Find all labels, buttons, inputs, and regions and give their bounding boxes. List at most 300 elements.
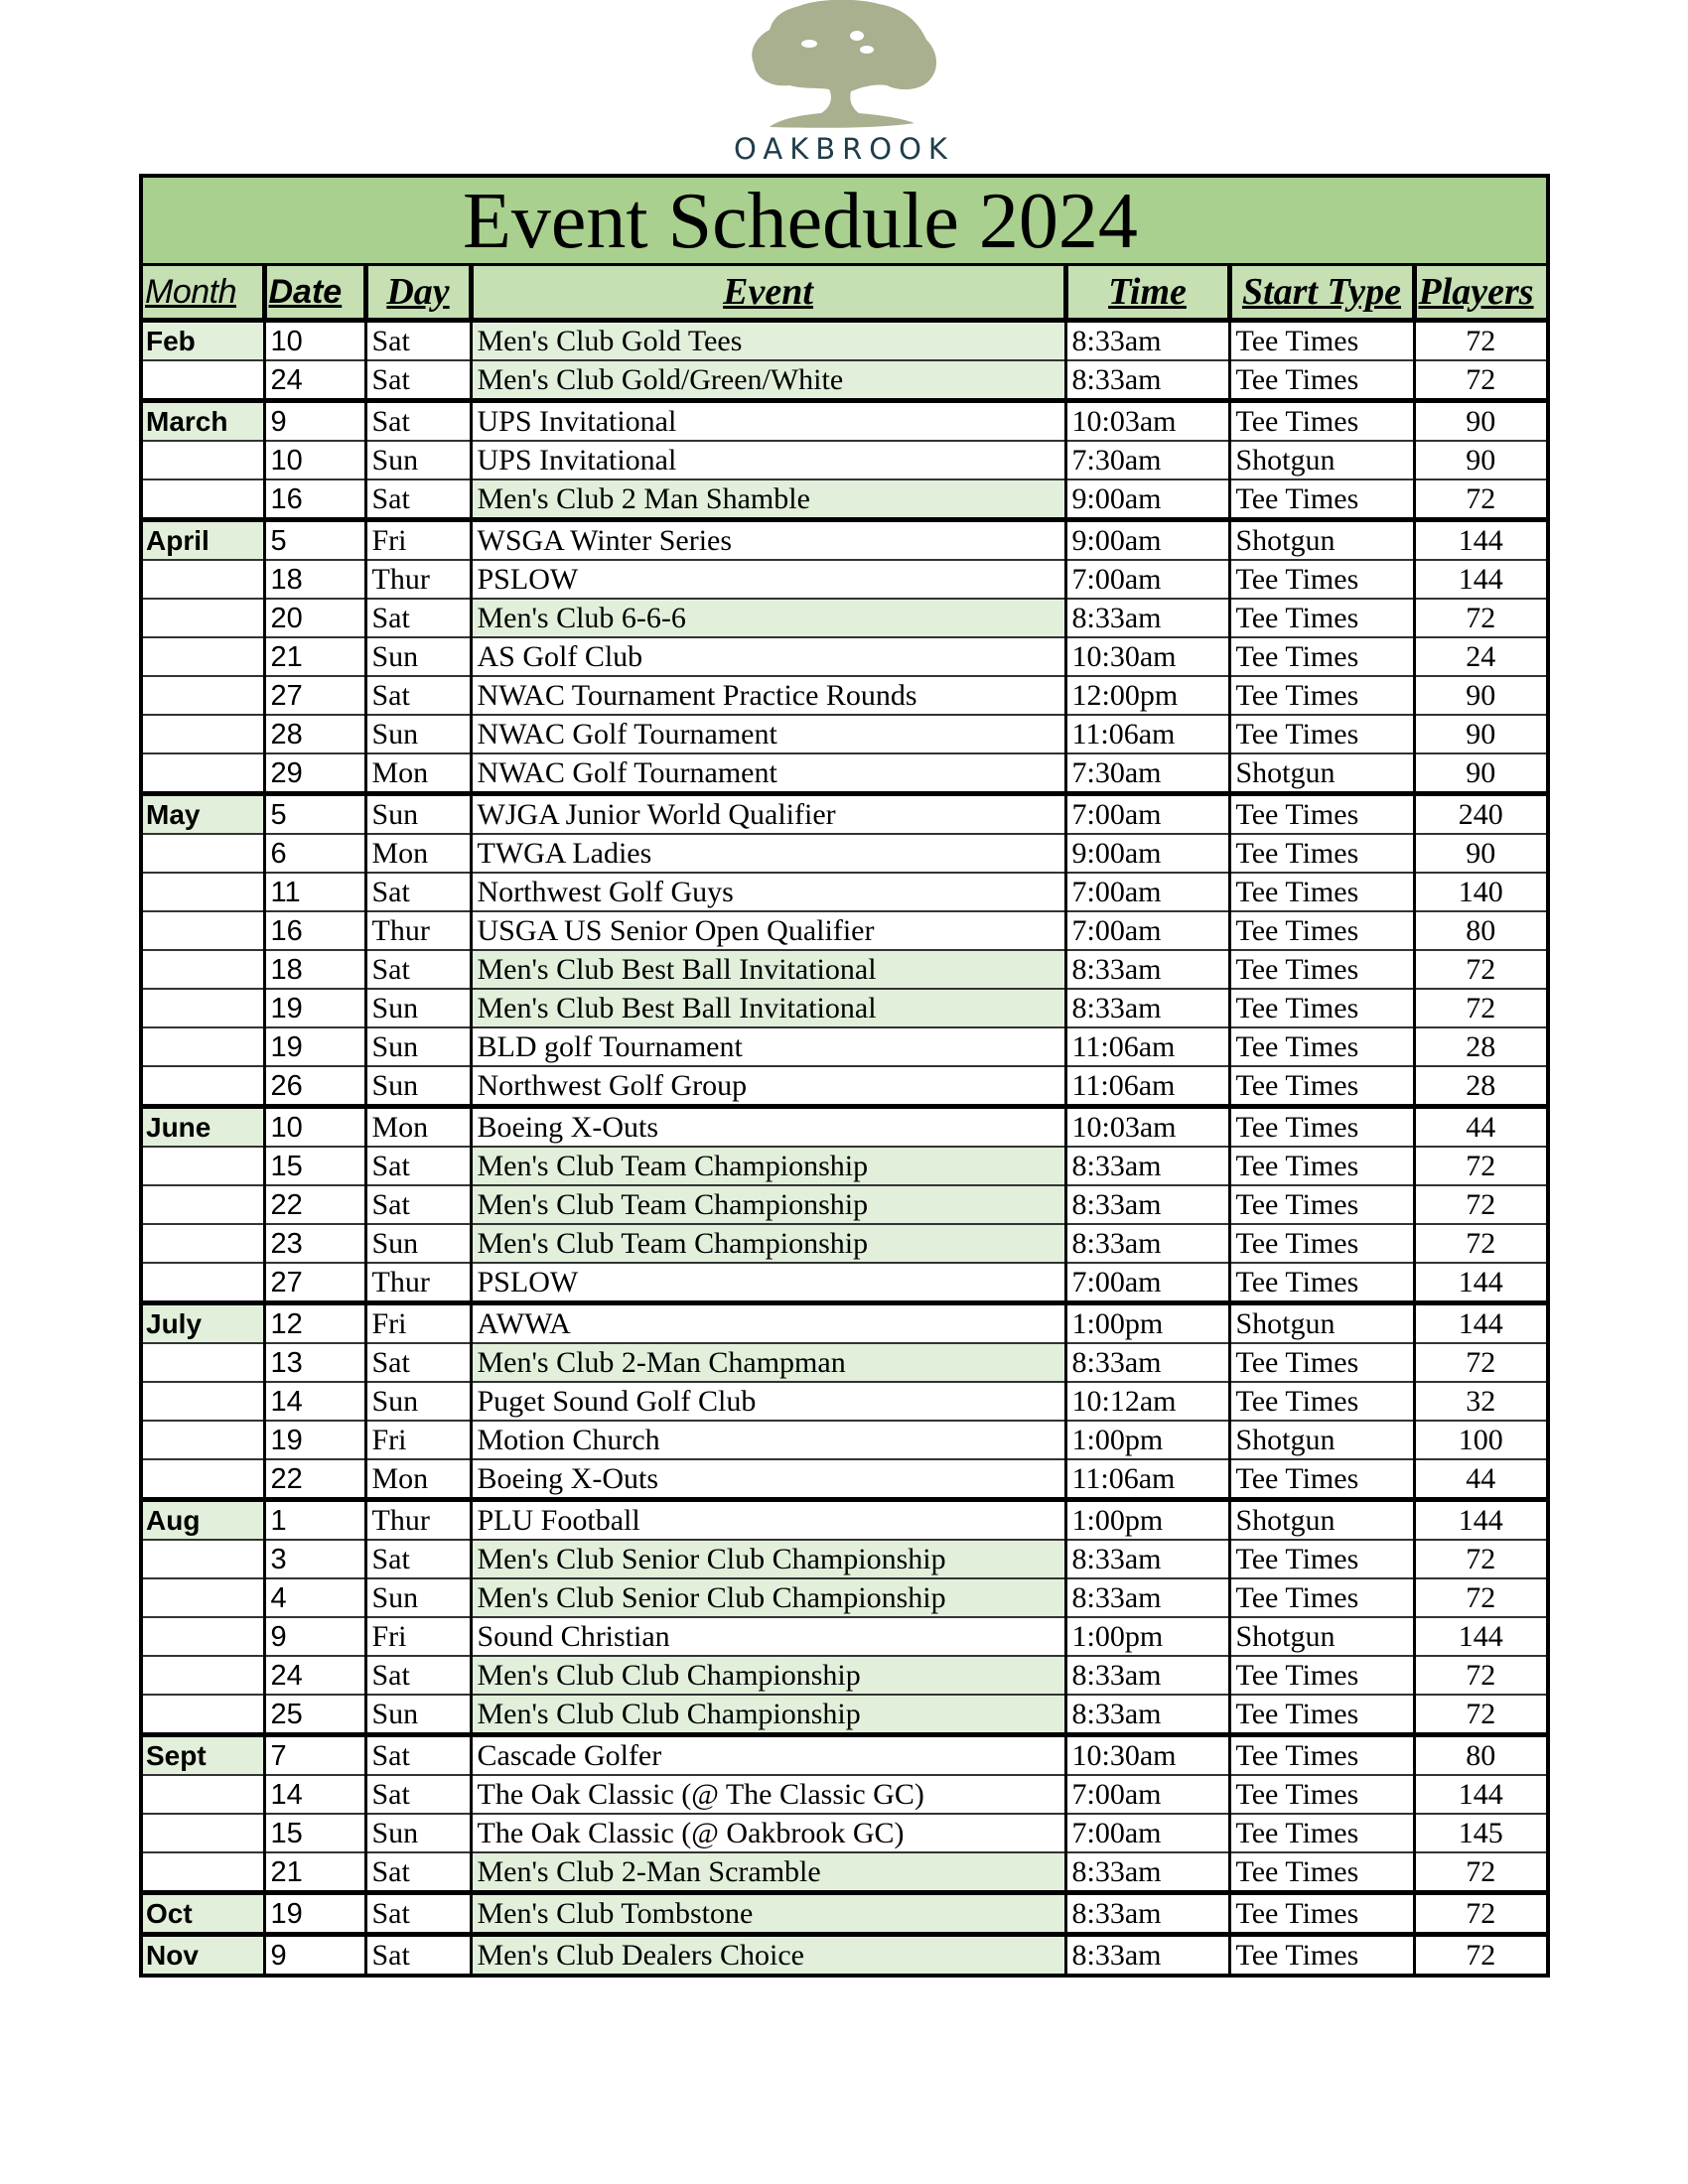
table-row xyxy=(143,1893,1546,1935)
table-cell-day: Sun xyxy=(365,794,471,835)
table-cell-players: 72 xyxy=(1414,1224,1546,1263)
table-cell-start-type: Tee Times xyxy=(1229,1263,1414,1303)
table-cell-time: 1:00pm xyxy=(1065,1617,1229,1656)
table-cell-time: 11:06am xyxy=(1065,1027,1229,1066)
table-cell-date: 21 xyxy=(264,1852,365,1893)
table-cell-date: 15 xyxy=(264,1147,365,1185)
table-cell-time: 7:00am xyxy=(1065,1263,1229,1303)
table-cell-day: Fri xyxy=(365,1617,471,1656)
table-cell-players: 100 xyxy=(1414,1421,1546,1459)
table-row xyxy=(143,1343,1546,1382)
column-header-start-type: Start Type xyxy=(1229,266,1414,321)
table-cell-month xyxy=(143,1343,264,1382)
table-row xyxy=(143,1382,1546,1421)
table-cell-players: 28 xyxy=(1414,1066,1546,1107)
table-row xyxy=(143,401,1546,442)
table-cell-event: Sound Christian xyxy=(471,1617,1065,1656)
table-cell-month xyxy=(143,560,264,599)
table-cell-day: Sat xyxy=(365,1852,471,1893)
table-cell-event: TWGA Ladies xyxy=(471,834,1065,873)
table-cell-start-type: Tee Times xyxy=(1229,1224,1414,1263)
table-cell-event: WSGA Winter Series xyxy=(471,520,1065,561)
table-cell-event: Men's Club Tombstone xyxy=(471,1893,1065,1935)
table-row xyxy=(143,676,1546,715)
table-cell-players: 90 xyxy=(1414,715,1546,753)
header-row xyxy=(143,266,1546,321)
table-cell-start-type: Shotgun xyxy=(1229,753,1414,794)
table-cell-players: 72 xyxy=(1414,1578,1546,1617)
table-cell-date: 14 xyxy=(264,1382,365,1421)
column-header-month: Month xyxy=(143,266,264,321)
table-cell-time: 8:33am xyxy=(1065,1935,1229,1975)
table-row xyxy=(143,1224,1546,1263)
table-cell-month: Sept xyxy=(143,1735,264,1776)
table-cell-start-type: Tee Times xyxy=(1229,1540,1414,1578)
table-cell-players: 72 xyxy=(1414,1343,1546,1382)
column-header-date: Date xyxy=(264,266,365,321)
table-cell-event: Men's Club Team Championship xyxy=(471,1224,1065,1263)
table-cell-date: 9 xyxy=(264,1617,365,1656)
table-cell-start-type: Tee Times xyxy=(1229,1147,1414,1185)
table-cell-day: Sun xyxy=(365,1066,471,1107)
table-cell-date: 21 xyxy=(264,637,365,676)
table-row xyxy=(143,1540,1546,1578)
table-cell-players: 90 xyxy=(1414,676,1546,715)
table-cell-date: 6 xyxy=(264,834,365,873)
table-row xyxy=(143,911,1546,950)
table-cell-month: Aug xyxy=(143,1500,264,1541)
table-cell-start-type: Tee Times xyxy=(1229,599,1414,637)
table-cell-players: 72 xyxy=(1414,321,1546,361)
table-row xyxy=(143,599,1546,637)
table-cell-day: Sat xyxy=(365,1147,471,1185)
table-cell-time: 7:00am xyxy=(1065,794,1229,835)
table-cell-date: 4 xyxy=(264,1578,365,1617)
table-cell-event: Men's Club 2-Man Champman xyxy=(471,1343,1065,1382)
table-cell-day: Sun xyxy=(365,989,471,1027)
table-cell-month xyxy=(143,1459,264,1500)
table-cell-time: 8:33am xyxy=(1065,599,1229,637)
table-cell-day: Sat xyxy=(365,1185,471,1224)
table-cell-day: Thur xyxy=(365,1500,471,1541)
table-cell-day: Sat xyxy=(365,321,471,361)
table-row xyxy=(143,950,1546,989)
table-row xyxy=(143,1775,1546,1814)
table-cell-event: Men's Club Best Ball Invitational xyxy=(471,989,1065,1027)
table-cell-month xyxy=(143,637,264,676)
table-cell-date: 19 xyxy=(264,1421,365,1459)
column-header-event: Event xyxy=(471,266,1065,321)
table-cell-time: 10:03am xyxy=(1065,1107,1229,1148)
column-header-day: Day xyxy=(365,266,471,321)
table-cell-date: 24 xyxy=(264,1656,365,1695)
table-cell-day: Mon xyxy=(365,1459,471,1500)
table-row xyxy=(143,1185,1546,1224)
table-cell-date: 9 xyxy=(264,401,365,442)
table-cell-event: Men's Club Gold/Green/White xyxy=(471,360,1065,401)
table-cell-month xyxy=(143,834,264,873)
table-row xyxy=(143,1656,1546,1695)
table-cell-start-type: Tee Times xyxy=(1229,911,1414,950)
table-cell-players: 72 xyxy=(1414,1852,1546,1893)
table-cell-players: 80 xyxy=(1414,911,1546,950)
table-cell-date: 9 xyxy=(264,1935,365,1975)
table-cell-day: Sat xyxy=(365,360,471,401)
table-cell-time: 8:33am xyxy=(1065,1343,1229,1382)
table-cell-players: 80 xyxy=(1414,1735,1546,1776)
table-cell-start-type: Tee Times xyxy=(1229,989,1414,1027)
table-cell-start-type: Tee Times xyxy=(1229,1027,1414,1066)
table-cell-date: 10 xyxy=(264,321,365,361)
table-cell-event: Men's Club Gold Tees xyxy=(471,321,1065,361)
table-cell-day: Sun xyxy=(365,1814,471,1852)
table-row xyxy=(143,1066,1546,1107)
table-cell-date: 22 xyxy=(264,1185,365,1224)
table-cell-day: Sun xyxy=(365,715,471,753)
table-cell-players: 144 xyxy=(1414,1775,1546,1814)
table-cell-time: 7:00am xyxy=(1065,911,1229,950)
table-row xyxy=(143,1735,1546,1776)
table-cell-start-type: Tee Times xyxy=(1229,1656,1414,1695)
table-cell-date: 15 xyxy=(264,1814,365,1852)
table-cell-day: Sun xyxy=(365,1578,471,1617)
table-cell-start-type: Tee Times xyxy=(1229,401,1414,442)
table-cell-players: 72 xyxy=(1414,360,1546,401)
table-cell-date: 10 xyxy=(264,441,365,479)
table-cell-players: 44 xyxy=(1414,1459,1546,1500)
table-row xyxy=(143,1814,1546,1852)
table-cell-start-type: Tee Times xyxy=(1229,1343,1414,1382)
table-cell-time: 7:00am xyxy=(1065,873,1229,911)
table-row xyxy=(143,637,1546,676)
table-row xyxy=(143,560,1546,599)
table-cell-event: Men's Club 6-6-6 xyxy=(471,599,1065,637)
table-cell-time: 10:03am xyxy=(1065,401,1229,442)
table-cell-day: Sun xyxy=(365,637,471,676)
table-cell-start-type: Tee Times xyxy=(1229,950,1414,989)
table-cell-time: 12:00pm xyxy=(1065,676,1229,715)
table-row xyxy=(143,1500,1546,1541)
table-cell-players: 72 xyxy=(1414,1147,1546,1185)
table-cell-date: 14 xyxy=(264,1775,365,1814)
table-cell-players: 144 xyxy=(1414,1263,1546,1303)
logo-text: OAKBROOK xyxy=(734,132,954,166)
table-cell-start-type: Tee Times xyxy=(1229,1852,1414,1893)
table-row xyxy=(143,989,1546,1027)
table-cell-month xyxy=(143,1382,264,1421)
table-cell-start-type: Tee Times xyxy=(1229,1382,1414,1421)
table-cell-event: UPS Invitational xyxy=(471,401,1065,442)
table-cell-start-type: Tee Times xyxy=(1229,834,1414,873)
table-cell-start-type: Shotgun xyxy=(1229,441,1414,479)
table-cell-month xyxy=(143,360,264,401)
table-cell-month xyxy=(143,1775,264,1814)
table-row xyxy=(143,753,1546,794)
table-cell-players: 28 xyxy=(1414,1027,1546,1066)
table-cell-event: PLU Football xyxy=(471,1500,1065,1541)
table-cell-day: Sat xyxy=(365,873,471,911)
table-cell-time: 10:30am xyxy=(1065,637,1229,676)
table-cell-start-type: Tee Times xyxy=(1229,1107,1414,1148)
table-cell-date: 18 xyxy=(264,560,365,599)
table-cell-start-type: Tee Times xyxy=(1229,1185,1414,1224)
table-cell-event: PSLOW xyxy=(471,560,1065,599)
table-cell-date: 25 xyxy=(264,1695,365,1735)
table-cell-date: 16 xyxy=(264,479,365,520)
table-cell-start-type: Tee Times xyxy=(1229,1578,1414,1617)
table-cell-month xyxy=(143,873,264,911)
table-cell-start-type: Tee Times xyxy=(1229,1695,1414,1735)
table-cell-month: Feb xyxy=(143,321,264,361)
table-cell-date: 26 xyxy=(264,1066,365,1107)
table-cell-date: 22 xyxy=(264,1459,365,1500)
table-cell-event: Men's Club Senior Club Championship xyxy=(471,1540,1065,1578)
table-cell-time: 7:00am xyxy=(1065,1814,1229,1852)
table-cell-date: 3 xyxy=(264,1540,365,1578)
table-cell-event: Men's Club 2 Man Shamble xyxy=(471,479,1065,520)
table-row xyxy=(143,1695,1546,1735)
table-cell-event: Northwest Golf Group xyxy=(471,1066,1065,1107)
table-cell-players: 72 xyxy=(1414,479,1546,520)
table-cell-month xyxy=(143,715,264,753)
table-cell-start-type: Tee Times xyxy=(1229,637,1414,676)
table-cell-date: 19 xyxy=(264,1027,365,1066)
table-cell-players: 240 xyxy=(1414,794,1546,835)
table-cell-event: Boeing X-Outs xyxy=(471,1459,1065,1500)
table-row xyxy=(143,1303,1546,1344)
table-cell-time: 9:00am xyxy=(1065,834,1229,873)
table-cell-day: Sat xyxy=(365,676,471,715)
table-row xyxy=(143,360,1546,401)
table-cell-event: WJGA Junior World Qualifier xyxy=(471,794,1065,835)
table-cell-start-type: Shotgun xyxy=(1229,1500,1414,1541)
table-cell-month xyxy=(143,479,264,520)
table-cell-day: Sun xyxy=(365,1027,471,1066)
table-cell-time: 9:00am xyxy=(1065,479,1229,520)
table-cell-start-type: Tee Times xyxy=(1229,715,1414,753)
table-cell-month xyxy=(143,1224,264,1263)
table-cell-event: UPS Invitational xyxy=(471,441,1065,479)
table-cell-month xyxy=(143,1540,264,1578)
table-cell-time: 1:00pm xyxy=(1065,1303,1229,1344)
oakbrook-logo xyxy=(695,0,993,169)
table-cell-players: 144 xyxy=(1414,560,1546,599)
table-cell-day: Mon xyxy=(365,834,471,873)
table-cell-start-type: Tee Times xyxy=(1229,560,1414,599)
table-row xyxy=(143,1027,1546,1066)
table-cell-event: Boeing X-Outs xyxy=(471,1107,1065,1148)
table-cell-month xyxy=(143,1027,264,1066)
table-cell-day: Sun xyxy=(365,441,471,479)
table-cell-players: 72 xyxy=(1414,950,1546,989)
table-cell-event: Motion Church xyxy=(471,1421,1065,1459)
table-cell-day: Sat xyxy=(365,1935,471,1975)
table-cell-month: April xyxy=(143,520,264,561)
column-header-time: Time xyxy=(1065,266,1229,321)
table-cell-date: 23 xyxy=(264,1224,365,1263)
table-cell-date: 20 xyxy=(264,599,365,637)
table-row xyxy=(143,1617,1546,1656)
table-cell-date: 13 xyxy=(264,1343,365,1382)
table-cell-day: Sat xyxy=(365,1893,471,1935)
table-cell-start-type: Tee Times xyxy=(1229,794,1414,835)
table-cell-day: Sat xyxy=(365,1343,471,1382)
table-cell-players: 72 xyxy=(1414,599,1546,637)
table-cell-start-type: Tee Times xyxy=(1229,1814,1414,1852)
table-cell-start-type: Tee Times xyxy=(1229,1735,1414,1776)
table-cell-event: Men's Club Club Championship xyxy=(471,1656,1065,1695)
table-cell-time: 8:33am xyxy=(1065,1656,1229,1695)
table-cell-date: 5 xyxy=(264,520,365,561)
table-cell-event: Men's Club Team Championship xyxy=(471,1185,1065,1224)
table-cell-day: Sat xyxy=(365,1735,471,1776)
table-cell-day: Sat xyxy=(365,1775,471,1814)
table-cell-players: 72 xyxy=(1414,1893,1546,1935)
table-cell-event: The Oak Classic (@ The Classic GC) xyxy=(471,1775,1065,1814)
table-cell-start-type: Tee Times xyxy=(1229,1066,1414,1107)
table-cell-event: BLD golf Tournament xyxy=(471,1027,1065,1066)
table-cell-event: NWAC Golf Tournament xyxy=(471,715,1065,753)
table-cell-month xyxy=(143,950,264,989)
table-cell-start-type: Tee Times xyxy=(1229,1935,1414,1975)
table-cell-date: 24 xyxy=(264,360,365,401)
table-row xyxy=(143,1421,1546,1459)
table-cell-date: 27 xyxy=(264,676,365,715)
table-cell-date: 19 xyxy=(264,989,365,1027)
table-cell-start-type: Tee Times xyxy=(1229,1775,1414,1814)
table-cell-event: Men's Club Senior Club Championship xyxy=(471,1578,1065,1617)
table-cell-day: Fri xyxy=(365,1303,471,1344)
table-cell-date: 10 xyxy=(264,1107,365,1148)
table-cell-players: 72 xyxy=(1414,1185,1546,1224)
table-cell-players: 144 xyxy=(1414,1500,1546,1541)
table-cell-players: 44 xyxy=(1414,1107,1546,1148)
table-cell-month xyxy=(143,1814,264,1852)
table-cell-players: 72 xyxy=(1414,1695,1546,1735)
table-cell-month xyxy=(143,441,264,479)
table-cell-players: 90 xyxy=(1414,834,1546,873)
table-cell-players: 145 xyxy=(1414,1814,1546,1852)
table-row xyxy=(143,520,1546,561)
table-cell-month xyxy=(143,753,264,794)
table-cell-start-type: Tee Times xyxy=(1229,676,1414,715)
table-cell-day: Sat xyxy=(365,479,471,520)
table-cell-players: 90 xyxy=(1414,401,1546,442)
table-row xyxy=(143,1263,1546,1303)
table-cell-month: June xyxy=(143,1107,264,1148)
table-cell-month xyxy=(143,1421,264,1459)
table-cell-event: NWAC Golf Tournament xyxy=(471,753,1065,794)
table-cell-month xyxy=(143,1852,264,1893)
table-cell-start-type: Shotgun xyxy=(1229,1421,1414,1459)
title-band xyxy=(143,178,1546,266)
table-cell-players: 72 xyxy=(1414,1656,1546,1695)
table-cell-event: The Oak Classic (@ Oakbrook GC) xyxy=(471,1814,1065,1852)
column-header-players: Players xyxy=(1414,266,1546,321)
table-cell-players: 144 xyxy=(1414,1303,1546,1344)
table-cell-month: March xyxy=(143,401,264,442)
table-cell-month xyxy=(143,1695,264,1735)
table-cell-event: Men's Club Best Ball Invitational xyxy=(471,950,1065,989)
table-cell-start-type: Shotgun xyxy=(1229,520,1414,561)
table-cell-day: Fri xyxy=(365,1421,471,1459)
table-row xyxy=(143,1578,1546,1617)
table-cell-month xyxy=(143,989,264,1027)
table-row xyxy=(143,1935,1546,1975)
table-cell-time: 7:00am xyxy=(1065,560,1229,599)
table-cell-event: Men's Club Dealers Choice xyxy=(471,1935,1065,1975)
table-row xyxy=(143,873,1546,911)
table-cell-date: 16 xyxy=(264,911,365,950)
oak-tree-icon xyxy=(740,0,948,131)
table-cell-date: 18 xyxy=(264,950,365,989)
table-row xyxy=(143,1147,1546,1185)
table-cell-time: 7:30am xyxy=(1065,753,1229,794)
table-cell-time: 8:33am xyxy=(1065,360,1229,401)
table-cell-date: 29 xyxy=(264,753,365,794)
table-cell-month xyxy=(143,911,264,950)
table-cell-date: 12 xyxy=(264,1303,365,1344)
table-row xyxy=(143,479,1546,520)
table-cell-time: 8:33am xyxy=(1065,1852,1229,1893)
table-cell-players: 32 xyxy=(1414,1382,1546,1421)
table-cell-time: 9:00am xyxy=(1065,520,1229,561)
table-cell-month xyxy=(143,1147,264,1185)
table-cell-time: 8:33am xyxy=(1065,1578,1229,1617)
table-cell-day: Sat xyxy=(365,1540,471,1578)
table-cell-date: 5 xyxy=(264,794,365,835)
table-cell-players: 90 xyxy=(1414,753,1546,794)
table-cell-players: 72 xyxy=(1414,1935,1546,1975)
table-cell-date: 11 xyxy=(264,873,365,911)
table-cell-day: Sat xyxy=(365,401,471,442)
table-row xyxy=(143,1107,1546,1148)
table-cell-day: Fri xyxy=(365,520,471,561)
table-cell-day: Mon xyxy=(365,753,471,794)
table-cell-time: 10:30am xyxy=(1065,1735,1229,1776)
table-cell-players: 72 xyxy=(1414,1540,1546,1578)
table-cell-month: Nov xyxy=(143,1935,264,1975)
table-cell-month: July xyxy=(143,1303,264,1344)
table-cell-event: Cascade Golfer xyxy=(471,1735,1065,1776)
table-cell-players: 144 xyxy=(1414,1617,1546,1656)
table-cell-day: Thur xyxy=(365,1263,471,1303)
table-row xyxy=(143,441,1546,479)
table-cell-event: Men's Club 2-Man Scramble xyxy=(471,1852,1065,1893)
table-cell-time: 7:30am xyxy=(1065,441,1229,479)
table-cell-players: 140 xyxy=(1414,873,1546,911)
table-cell-day: Sat xyxy=(365,1656,471,1695)
table-cell-time: 8:33am xyxy=(1065,1695,1229,1735)
table-cell-start-type: Tee Times xyxy=(1229,321,1414,361)
table-cell-date: 27 xyxy=(264,1263,365,1303)
table-cell-month xyxy=(143,1656,264,1695)
table-cell-time: 8:33am xyxy=(1065,950,1229,989)
schedule-rows xyxy=(143,321,1546,1975)
table-cell-time: 8:33am xyxy=(1065,1185,1229,1224)
table-row xyxy=(143,321,1546,361)
table-cell-players: 24 xyxy=(1414,637,1546,676)
table-row xyxy=(143,834,1546,873)
table-row xyxy=(143,794,1546,835)
event-schedule-table xyxy=(139,174,1550,1978)
table-cell-players: 144 xyxy=(1414,520,1546,561)
table-cell-date: 7 xyxy=(264,1735,365,1776)
table-cell-date: 1 xyxy=(264,1500,365,1541)
table-cell-time: 11:06am xyxy=(1065,1459,1229,1500)
table-cell-day: Sat xyxy=(365,599,471,637)
table-cell-time: 8:33am xyxy=(1065,989,1229,1027)
